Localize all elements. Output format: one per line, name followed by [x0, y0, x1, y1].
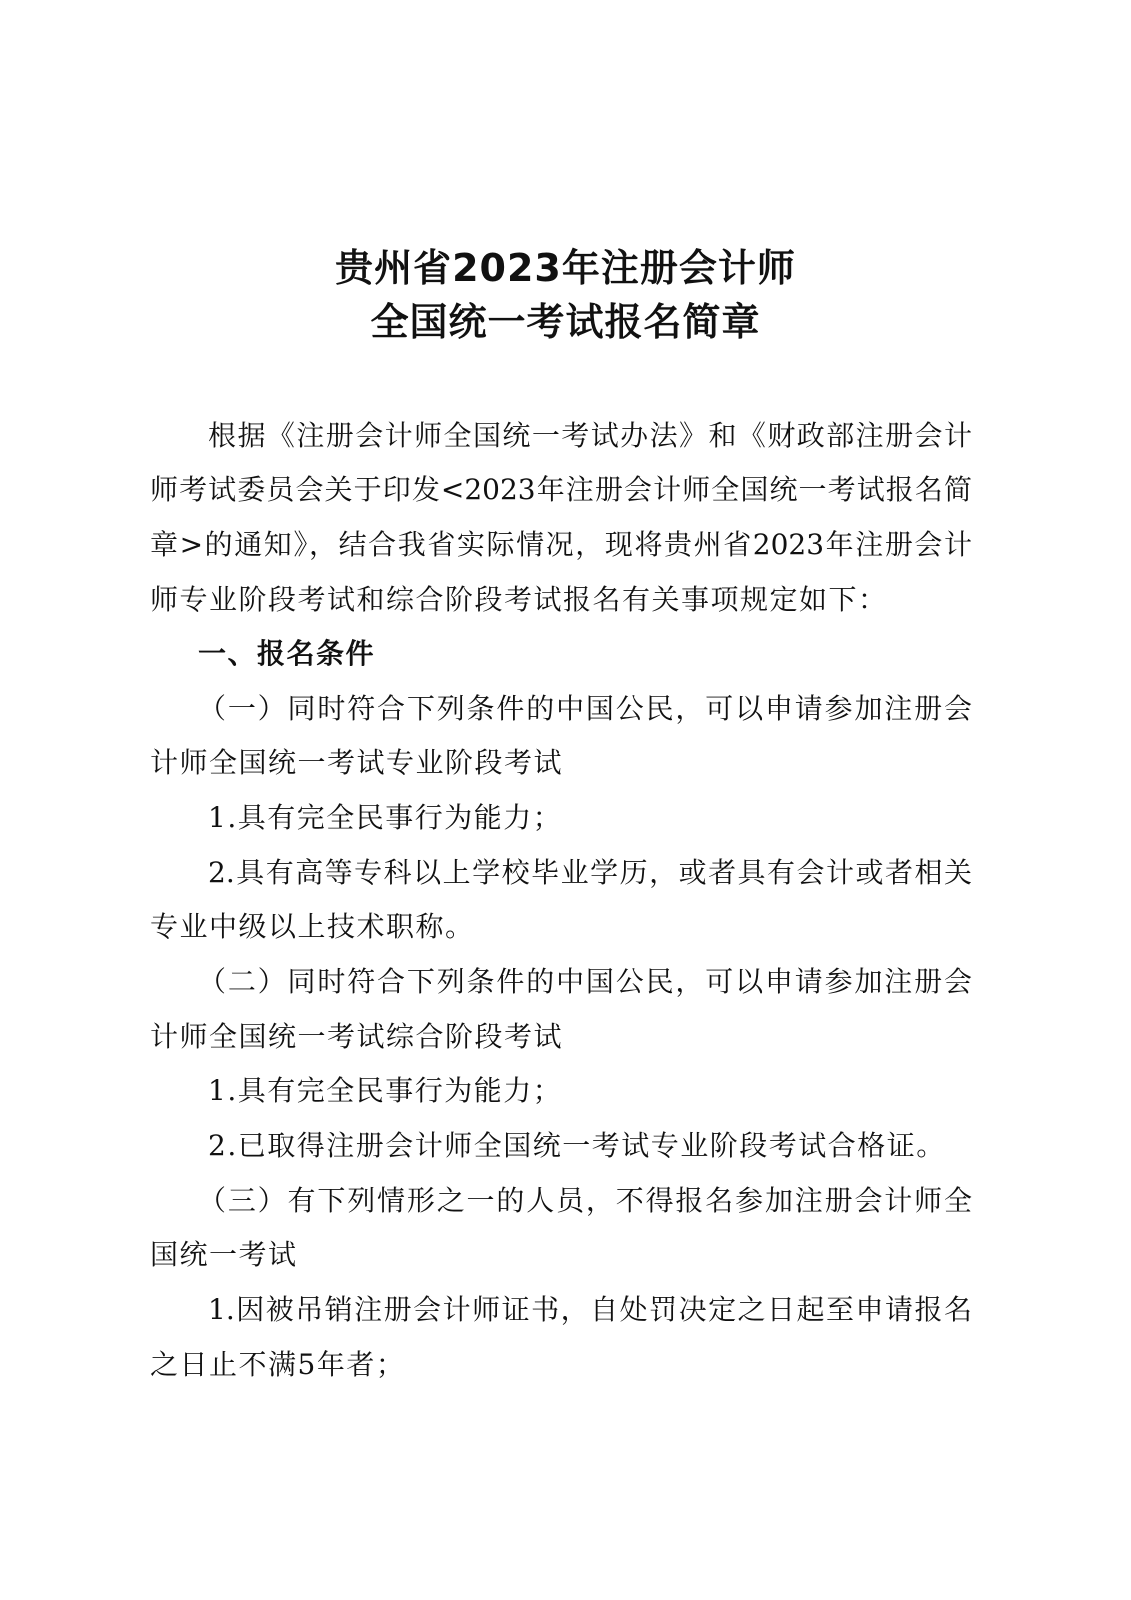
intro-paragraph-line-3: 章>的通知》，结合我省实际情况，现将贵州省2023年注册会计: [150, 528, 972, 561]
subsection-3-line-2: 国统一考试: [150, 1238, 298, 1271]
subsection-3-item-1-line-2: 之日止不满5年者；: [150, 1348, 406, 1381]
subsection-3-line-1: （三）有下列情形之一的人员，不得报名参加注册会计师全: [198, 1184, 972, 1217]
subsection-2-line-1: （二）同时符合下列条件的中国公民，可以申请参加注册会: [198, 965, 972, 998]
subsection-2-item-2: 2.已取得注册会计师全国统一考试专业阶段考试合格证。: [208, 1129, 946, 1162]
subsection-2-item-1: 1.具有完全民事行为能力；: [208, 1074, 563, 1107]
subsection-1-item-2-line-2: 专业中级以上技术职称。: [150, 910, 475, 943]
intro-paragraph-line-4: 师专业阶段考试和综合阶段考试报名有关事项规定如下：: [150, 583, 888, 616]
section-heading-eligibility: 一、报名条件: [198, 637, 376, 670]
subsection-2-line-2: 计师全国统一考试综合阶段考试: [150, 1020, 564, 1053]
subsection-1-item-2-line-1: 2.具有高等专科以上学校毕业学历，或者具有会计或者相关: [208, 856, 972, 889]
intro-paragraph-line-2: 师考试委员会关于印发<2023年注册会计师全国统一考试报名简: [150, 473, 972, 506]
subsection-1-line-1: （一）同时符合下列条件的中国公民，可以申请参加注册会: [198, 692, 972, 725]
subsection-3-item-1-line-1: 1.因被吊销注册会计师证书，自处罚决定之日起至申请报名: [208, 1293, 972, 1326]
document-title-line-2: 全国统一考试报名简章: [370, 300, 761, 344]
subsection-1-item-1: 1.具有完全民事行为能力；: [208, 801, 563, 834]
subsection-1-line-2: 计师全国统一考试专业阶段考试: [150, 746, 564, 779]
document-title-line-1: 贵州省2023年注册会计师: [335, 246, 796, 290]
intro-paragraph-line-1: 根据《注册会计师全国统一考试办法》和《财政部注册会计: [208, 419, 972, 452]
